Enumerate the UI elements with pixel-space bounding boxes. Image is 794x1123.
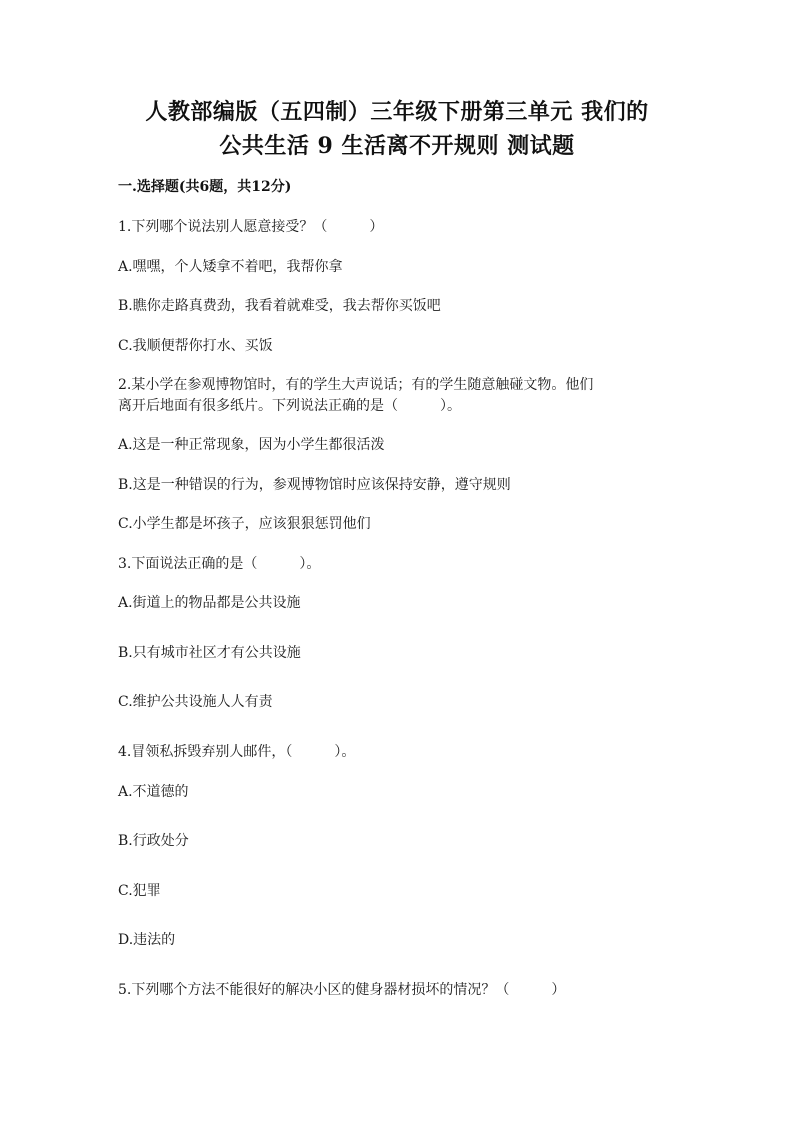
question-2-text-line-2: 离开后地面有很多纸片。下列说法正确的是（ ）。 [118,398,461,414]
document-title-line-2: 公共生活 9 生活离不开规则 测试题 [219,133,575,159]
question-4-option-c: C.犯罪 [118,883,161,899]
question-2-option-c: C.小学生都是坏孩子，应该狠狠惩罚他们 [118,516,371,532]
question-1-option-c: C.我顺便帮你打水、买饭 [118,338,273,354]
question-2-option-b: B.这是一种错误的行为，参观博物馆时应该保持安静，遵守规则 [118,477,511,493]
question-1-option-b: B.瞧你走路真费劲，我看着就难受，我去帮你买饭吧 [118,298,441,314]
question-4-text: 4.冒领私拆毁弃别人邮件，（ ）。 [118,744,356,760]
question-2-text-line-1: 2.某小学在参观博物馆时，有的学生大声说话；有的学生随意触碰文物。他们 [118,377,594,393]
question-2-option-a: A.这是一种正常现象，因为小学生都很活泼 [118,437,385,453]
question-3-option-a: A.街道上的物品都是公共设施 [118,595,301,611]
question-3-option-b: B.只有城市社区才有公共设施 [118,645,301,661]
question-1-option-a: A.嘿嘿，个人矮拿不着吧，我帮你拿 [118,259,343,275]
question-4-option-d: D.违法的 [118,932,176,948]
document-title-line-1: 人教部编版（五四制）三年级下册第三单元 我们的 [145,99,649,125]
question-1-text: 1.下列哪个说法别人愿意接受？（ ） [118,219,384,235]
question-5-text: 5.下列哪个方法不能很好的解决小区的健身器材损坏的情况？（ ） [118,982,566,998]
question-4-option-b: B.行政处分 [118,833,189,849]
question-4-option-a: A.不道德的 [118,784,189,800]
question-3-option-c: C.维护公共设施人人有责 [118,694,273,710]
section-heading: 一.选择题(共6题，共12分) [118,179,292,195]
question-3-text: 3.下面说法正确的是（ ）。 [118,556,321,572]
